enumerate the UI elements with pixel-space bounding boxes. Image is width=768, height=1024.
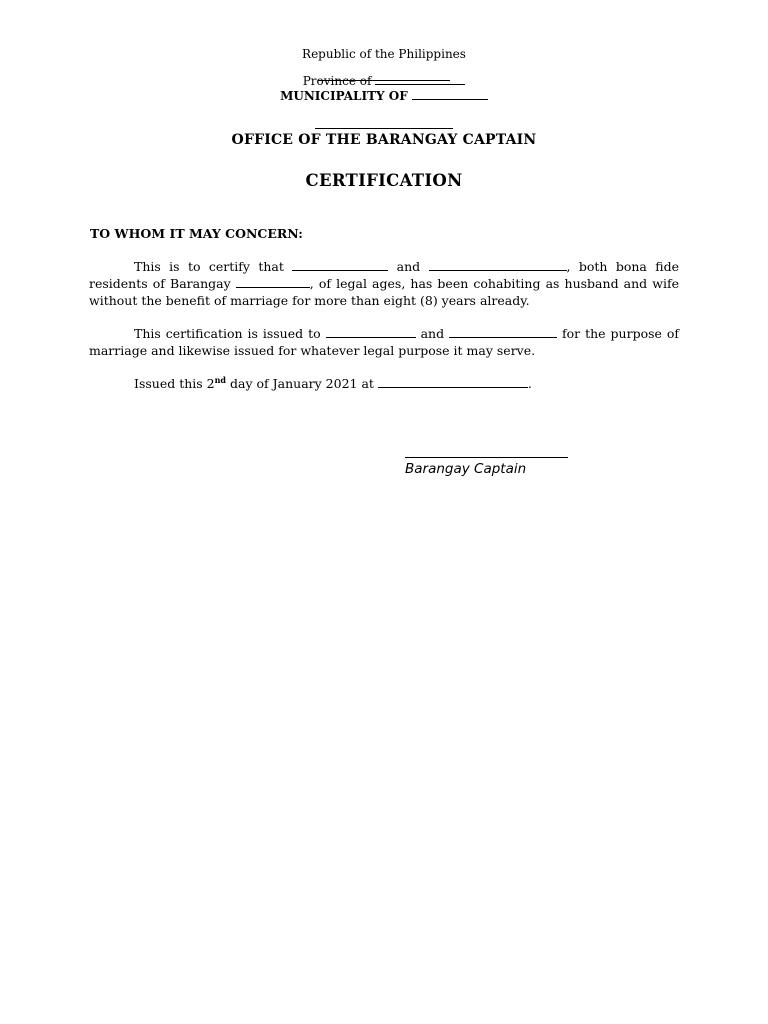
province-blank <box>375 83 465 85</box>
p3-text-3: . <box>527 376 532 391</box>
paragraph-issued-date <box>89 375 679 392</box>
p2-text-1: This certification is issued to <box>134 326 321 341</box>
header-blank-line-2 <box>0 114 768 133</box>
barangay-blank <box>236 276 310 288</box>
place-blank <box>378 376 528 388</box>
province-label: Province of <box>302 74 372 88</box>
p3-text-1: Issued this 2 <box>134 376 215 391</box>
province-line <box>0 74 768 88</box>
p3-text-2: day of January 2021 at <box>230 376 374 391</box>
p2-text-2: and <box>420 326 445 341</box>
p1-text-1: This is to certify that <box>134 259 284 274</box>
p1-text-3: , both bona fide residents of Barangay <box>89 259 679 291</box>
name-blank-3 <box>326 326 416 338</box>
municipality-blank <box>412 98 488 100</box>
paragraph-cohabitation <box>89 258 679 309</box>
name-blank-2 <box>429 259 567 271</box>
date-suffix: nd <box>214 375 227 385</box>
signatory-title: Barangay Captain <box>405 461 527 477</box>
paragraph-issuance <box>89 325 679 359</box>
p1-text-4: , of legal ages, has been cohabiting as husband and wife without the benefit of marriage for more than eight (8) years already. <box>89 276 679 308</box>
municipality-line <box>0 89 768 103</box>
office-heading: OFFICE OF THE BARANGAY CAPTAIN <box>231 132 537 148</box>
municipality-label: MUNICIPALITY OF <box>280 89 408 103</box>
name-blank-4 <box>449 326 557 338</box>
signature-line <box>405 457 568 458</box>
p2-text-3: for the purpose of marriage and likewise issued for whatever legal purpose it may serve. <box>89 326 680 358</box>
p1-text-2: and <box>396 259 421 274</box>
name-blank-1 <box>292 259 388 271</box>
country-header: Republic of the Philippines <box>302 47 466 61</box>
salutation: TO WHOM IT MAY CONCERN: <box>90 226 303 241</box>
document-title: CERTIFICATION <box>305 171 463 190</box>
